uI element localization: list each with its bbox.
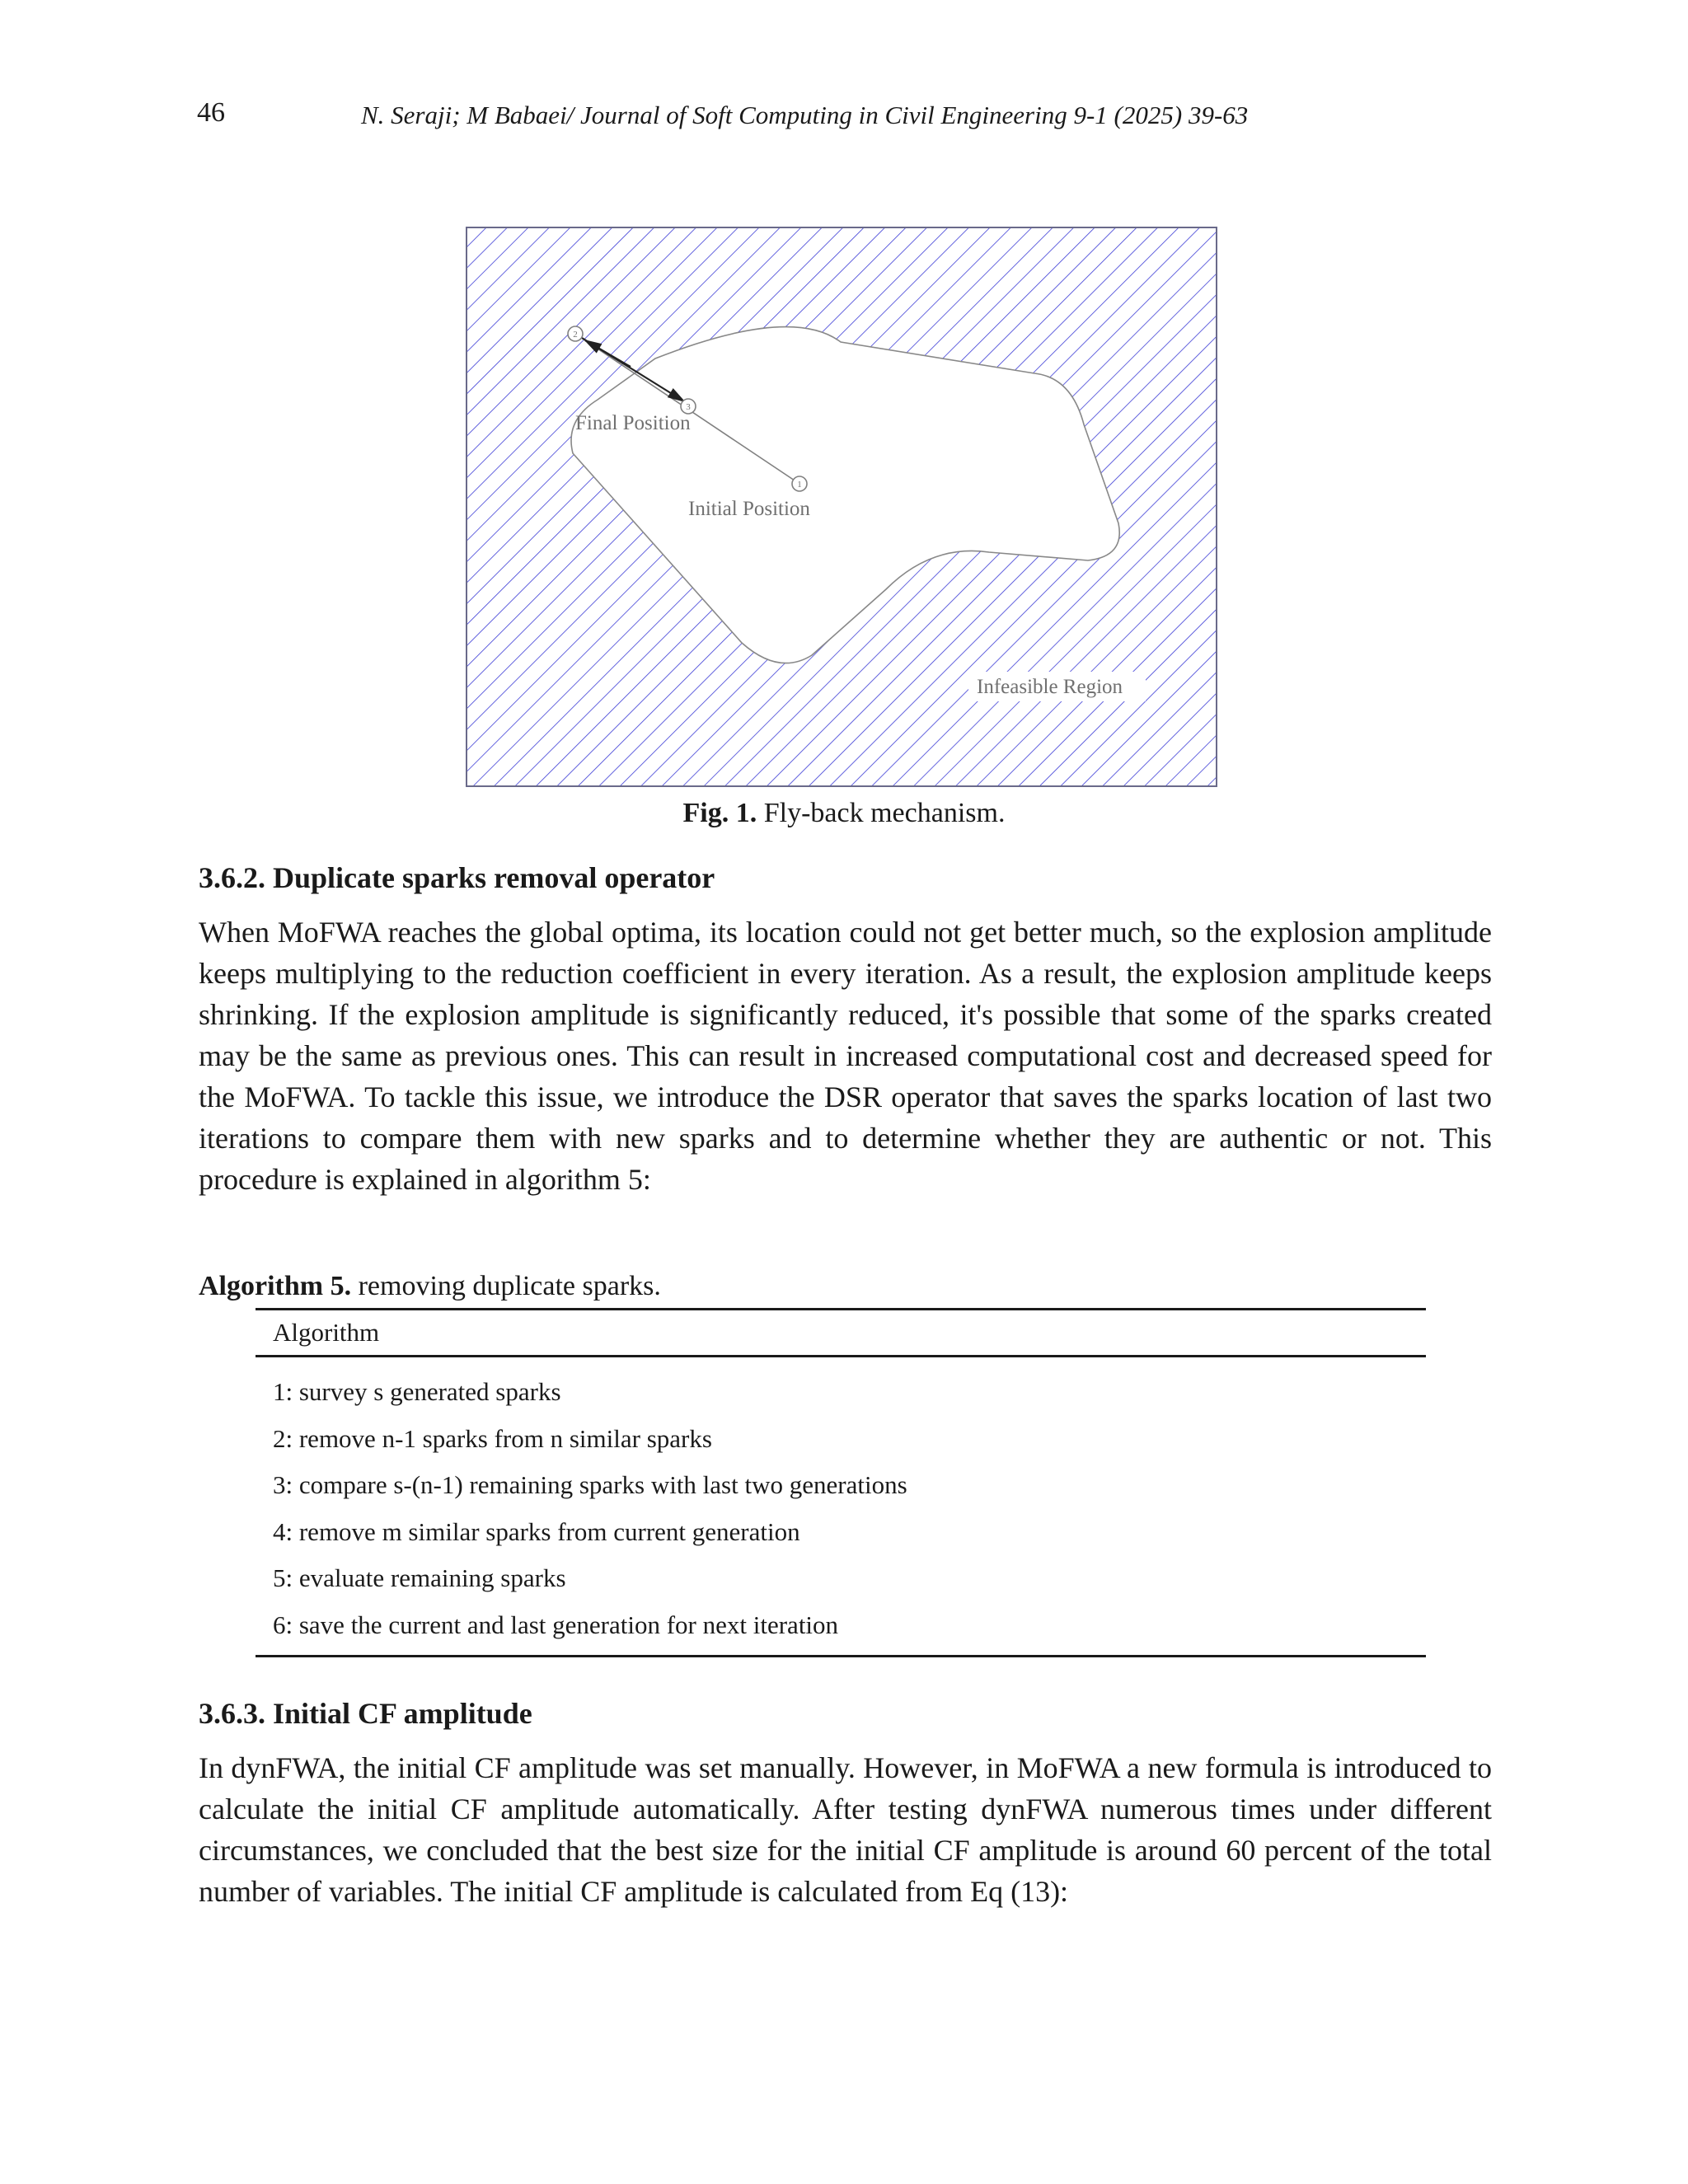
infeasible-region-label: Infeasible Region xyxy=(977,676,1123,698)
page-header xyxy=(0,97,1688,140)
algorithm-step: 6: save the current and last generation for next iteration xyxy=(273,1610,839,1639)
caption-text: Fly-back mechanism. xyxy=(757,798,1006,828)
section-3-6-2-paragraph: When MoFWA reaches the global optima, its location could not get better much, so the explosion amplitude keeps multiplying to the reduction coefficient in every iteration. As a result, the explosion amplitude keeps shrinking. If the explosion amplitude is significantly reduced, it's possible that some of the sparks created may be the same as previous ones. This can result in increased computational cost and decreased speed for the MoFWA. To tackle this issue, we introduce the DSR operator that saves the sparks location of last two iterations to compare them with new sparks and to determine whether they are authentic or not. This procedure is explained in algorithm 5: xyxy=(199,916,1492,1196)
page-number: 46 xyxy=(197,97,225,128)
algorithm-bottom-rule xyxy=(256,1655,1426,1657)
algorithm-title-text: removing duplicate sparks. xyxy=(351,1271,661,1301)
algorithm-step: 4: remove m similar sparks from current generation xyxy=(273,1516,800,1546)
fly-back-figure xyxy=(466,227,1217,787)
algorithm-steps xyxy=(256,1357,1426,1655)
algorithm-step: 5: evaluate remaining sparks xyxy=(273,1563,566,1592)
fly-back-diagram xyxy=(466,227,1217,787)
section-3-6-3-paragraph: In dynFWA, the initial CF amplitude was set manually. However, in MoFWA a new formula is introduced to calculate the initial CF amplitude automatically. After testing dynFWA numerous times under different circumstances, we concluded that the best size for the initial CF amplitude is around 60 percent of the total number of variables. The initial CF amplitude is calculated from Eq (13): xyxy=(199,1751,1492,1908)
algorithm-title xyxy=(199,1271,661,1302)
algorithm-column-header: Algorithm xyxy=(273,1318,380,1347)
point-2-number: 2 xyxy=(573,330,578,340)
point-1-number: 1 xyxy=(797,480,802,490)
algorithm-table xyxy=(256,1308,1426,1657)
running-head: N. Seraji; M Babaei/ Journal of Soft Computing in Civil Engineering 9-1 (2025) 39-63 xyxy=(361,101,1249,129)
algorithm-title-label: Algorithm 5. xyxy=(199,1271,352,1301)
final-position-label: Final Position xyxy=(575,412,691,434)
point-3-number: 3 xyxy=(686,402,691,412)
caption-label: Fig. 1. xyxy=(682,798,757,828)
algorithm-step: 2: remove n-1 sparks from n similar sparks xyxy=(273,1423,712,1453)
algorithm-step: 3: compare s-(n-1) remaining sparks with last two generations xyxy=(273,1470,907,1499)
algorithm-step: 1: survey s generated sparks xyxy=(273,1377,561,1406)
initial-position-label: Initial Position xyxy=(688,498,810,520)
section-heading-3-6-2: 3.6.2. Duplicate sparks removal operator xyxy=(199,861,715,894)
figure-caption xyxy=(0,798,1688,829)
section-heading-3-6-3: 3.6.3. Initial CF amplitude xyxy=(199,1697,532,1730)
